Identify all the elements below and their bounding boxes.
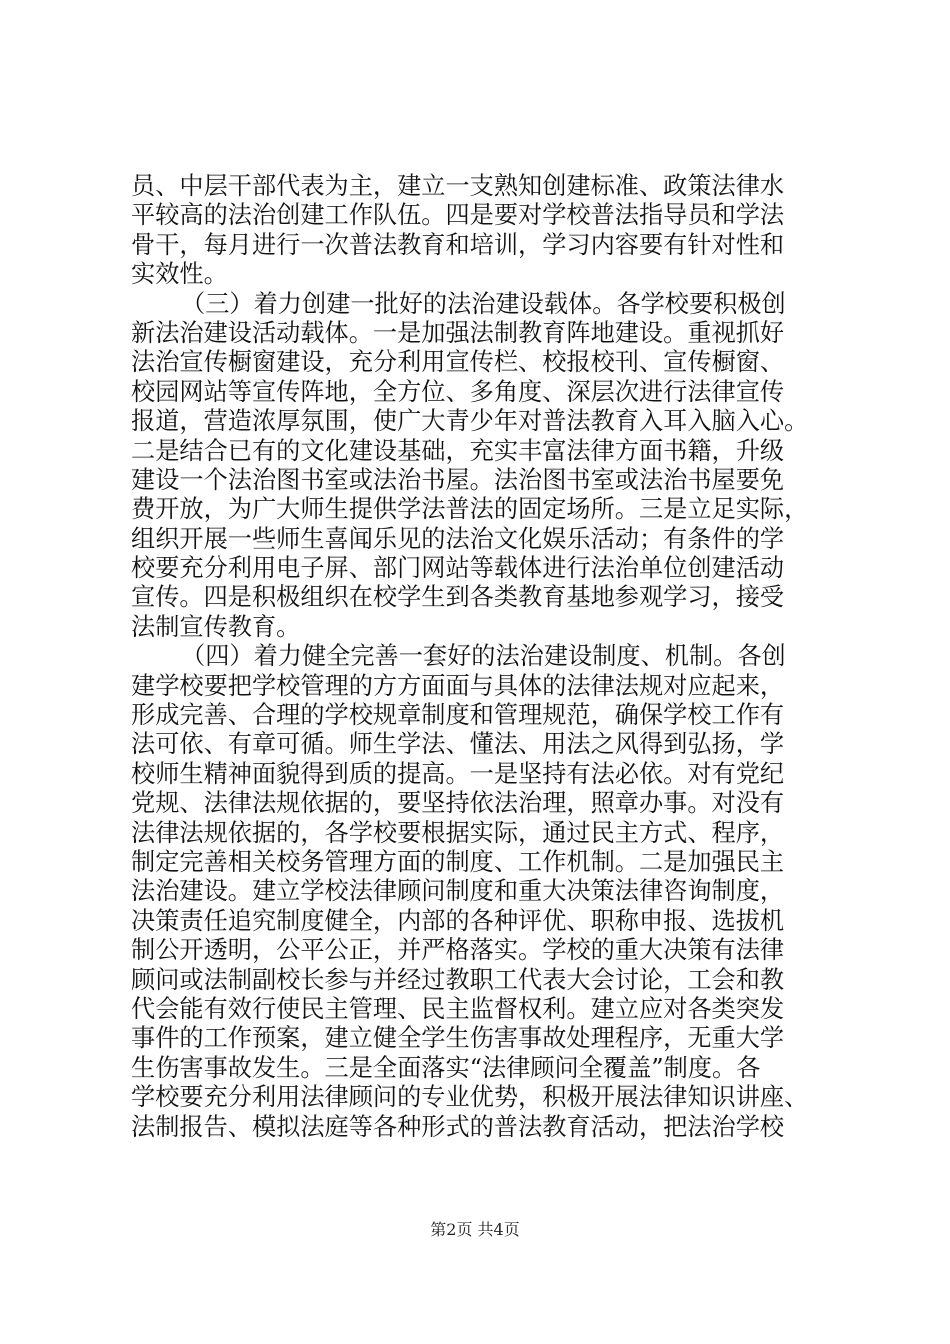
- text-line: 校园网站等宣传阵地，全方位、多角度、深层次进行法律宣传: [131, 377, 785, 406]
- text-line: 建设一个法治图书室或法治书屋。法治图书室或法治书屋要免: [131, 465, 785, 494]
- text-line: 法可依、有章可循。师生学法、懂法、用法之风得到弘扬，学: [131, 730, 785, 759]
- text-line: 组织开展一些师生喜闻乐见的法治文化娱乐活动；有条件的学: [131, 524, 785, 553]
- text-line: 法制宣传教育。: [131, 612, 301, 641]
- text-line: 报道，营造浓厚氛围，使广大青少年对普法教育入耳入脑入心。: [131, 407, 809, 436]
- text-line: 形成完善、合理的学校规章制度和管理规范，确保学校工作有: [131, 701, 785, 730]
- text-line: 代会能有效行使民主管理、民主监督权利。建立应对各类突发: [131, 994, 785, 1023]
- text-line: 校要充分利用电子屏、部门网站等载体进行法治单位创建活动: [131, 554, 785, 583]
- text-line: 骨干，每月进行一次普法教育和培训，学习内容要有针对性和: [131, 230, 785, 259]
- text-line: 事件的工作预案，建立健全学生伤害事故处理程序，无重大学: [131, 1024, 785, 1053]
- document-body: [131, 172, 831, 1142]
- text-line: 法制报告、模拟法庭等各种形式的普法教育活动，把法治学校: [131, 1112, 785, 1141]
- text-line: （三）着力创建一批好的法治建设载体。各学校要积极创: [181, 289, 786, 318]
- text-line: 实效性。: [131, 260, 228, 289]
- text-line: 二是结合已有的文化建设基础，充实丰富法律方面书籍，升级: [131, 436, 785, 465]
- text-line: 校师生精神面貌得到质的提高。一是坚持有法必依。对有党纪: [131, 759, 785, 788]
- page-footer: 第2页 共4页: [430, 1220, 520, 1239]
- text-line: 宣传。四是积极组织在校学生到各类教育基地参观学习，接受: [131, 583, 785, 612]
- text-line: 制公开透明，公平公正，并严格落实。学校的重大决策有法律: [131, 936, 785, 965]
- text-line: 学校要充分利用法律顾问的专业优势，积极开展法律知识讲座、: [131, 1083, 809, 1112]
- text-line: 法治建设。建立学校法律顾问制度和重大决策法律咨询制度，: [131, 877, 785, 906]
- text-line: 制定完善相关校务管理方面的制度、工作机制。二是加强民主: [131, 847, 785, 876]
- text-line: 党规、法律法规依据的，要坚持依法治理，照章办事。对没有: [131, 789, 785, 818]
- text-line: 新法治建设活动载体。一是加强法制教育阵地建设。重视抓好: [131, 318, 785, 347]
- text-line: 顾问或法制副校长参与并经过教职工代表大会讨论，工会和教: [131, 965, 785, 994]
- text-line: 决策责任追究制度健全，内部的各种评优、职称申报、选拔机: [131, 906, 785, 935]
- text-line: 费开放，为广大师生提供学法普法的固定场所。三是立足实际，: [131, 495, 809, 524]
- text-line: 法治宣传橱窗建设，充分利用宣传栏、校报校刊、宣传橱窗、: [131, 348, 785, 377]
- text-line: 法律法规依据的，各学校要根据实际，通过民主方式、程序，: [131, 818, 785, 847]
- text-line: 生伤害事故发生。三是全面落实“法律顾问全覆盖”制度。各: [131, 1053, 761, 1082]
- text-line: 平较高的法治创建工作队伍。四是要对学校普法指导员和学法: [131, 201, 785, 230]
- text-line: 员、中层干部代表为主，建立一支熟知创建标准、政策法律水: [131, 172, 785, 200]
- text-line: （四）着力健全完善一套好的法治建设制度、机制。各创: [181, 642, 786, 671]
- text-line: 建学校要把学校管理的方方面面与具体的法律法规对应起来，: [131, 671, 785, 700]
